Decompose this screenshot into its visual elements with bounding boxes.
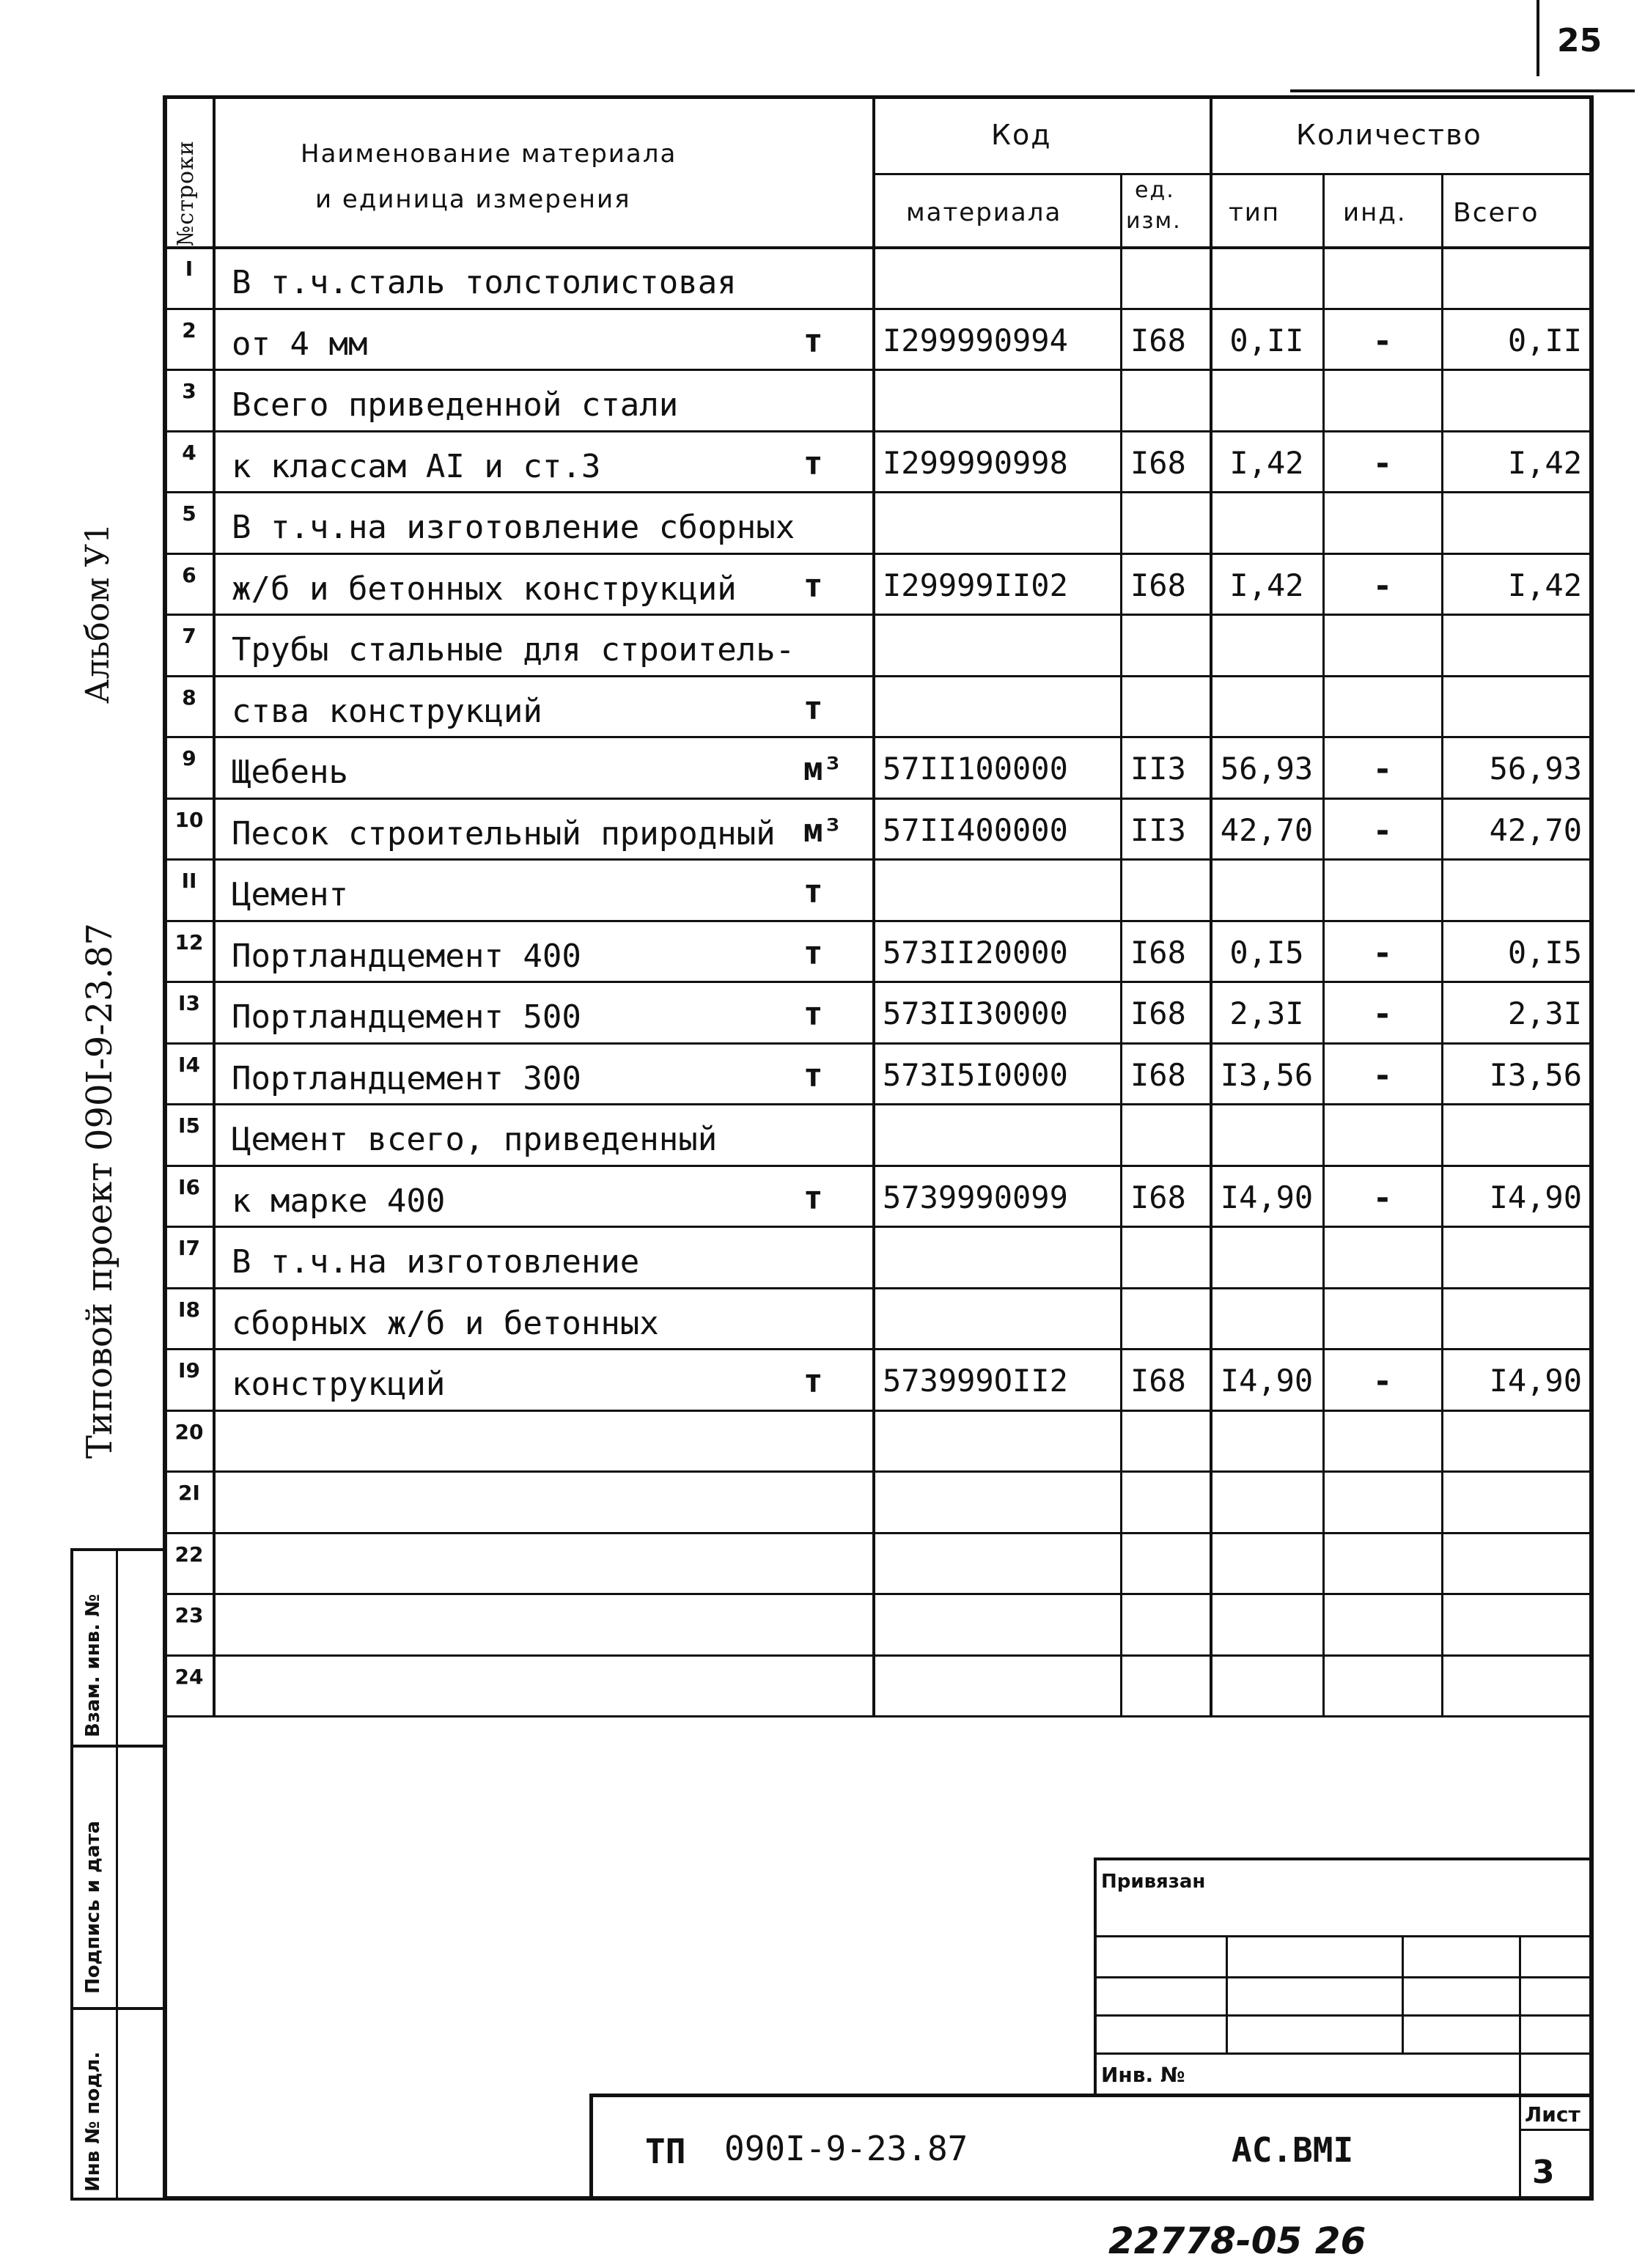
row-unit: т [803,934,823,972]
row-tip: 56,93 [1220,751,1314,787]
row-total: I,42 [1507,444,1582,481]
row-name: В т.ч.сталь толстолистовая [232,264,737,301]
bottom-note: 22778-05 26 [1108,2220,1366,2262]
row-number: 22 [174,1542,204,1566]
row-name: В т.ч.на изготовление [232,1243,640,1281]
row-name: В т.ч.на изготовление сборных [232,509,795,546]
row-ind: - [1372,934,1393,972]
row-ind: - [1372,1179,1393,1217]
row-total: 56,93 [1489,751,1582,787]
row-number: 9 [182,746,196,770]
row-number: 4 [182,440,196,465]
stamp-privyazan: Привязан [1101,1871,1206,1893]
row-name: Цемент [232,876,348,913]
row-name: ж/б и бетонных конструкций [232,570,737,608]
row-code: 57II100000 [883,751,1068,787]
row-unit-code: I68 [1130,995,1186,1031]
row-unit-code: I68 [1130,1056,1186,1093]
row-total: I4,90 [1489,1363,1582,1399]
row-number: I5 [178,1113,200,1138]
row-name: к классам AI и ст.3 [232,447,601,485]
row-total: 0,II [1507,322,1582,358]
row-number: I4 [178,1052,200,1077]
header-izm: изм. [1126,208,1182,234]
row-number: 6 [182,562,196,587]
row-name: конструкций [232,1366,446,1403]
row-unit-code: II3 [1130,811,1186,848]
row-name: Щебень [232,754,348,791]
row-unit: т [803,995,823,1033]
row-total: I4,90 [1489,1179,1582,1215]
row-number: 7 [182,624,196,648]
row-code: 573999OII2 [883,1363,1068,1399]
row-total: 2,3I [1507,995,1582,1031]
row-number: 2I [178,1481,200,1505]
row-name: Портландцемент 300 [232,1059,581,1097]
row-total: 42,70 [1489,811,1582,848]
stamp-doc-code: 090I-9-23.87 [724,2129,968,2168]
row-unit-code: II3 [1130,751,1186,787]
row-total: 0,I5 [1507,934,1582,971]
header-tip: тип [1229,198,1281,227]
row-ind: - [1372,444,1393,482]
row-ind: - [1372,811,1393,850]
row-unit-code: I68 [1130,1363,1186,1399]
row-unit-code: I68 [1130,567,1186,603]
row-unit: т [803,1179,823,1217]
row-code: I29999II02 [883,567,1068,603]
row-code: 573II30000 [883,995,1068,1031]
row-number: 10 [174,807,204,832]
row-tip: 0,I5 [1229,934,1304,971]
row-ind: - [1372,1363,1393,1400]
row-unit: т [803,1363,823,1400]
header-ed: ед. [1135,177,1175,203]
row-unit-code: I68 [1130,322,1186,358]
row-number: II [181,869,197,893]
row-number: I7 [178,1236,200,1260]
stamp-inv-no: Инв. № [1101,2063,1185,2087]
row-number: 2 [182,317,196,342]
header-name-line1: Наименование материала [301,139,677,169]
row-total: I3,56 [1489,1056,1582,1093]
row-number: 3 [182,379,196,403]
row-unit: м³ [803,751,842,788]
row-code: 573II20000 [883,934,1068,971]
row-tip: I,42 [1229,567,1304,603]
row-number: I [185,257,194,281]
row-number: I6 [178,1174,200,1199]
row-unit: т [803,444,823,482]
row-tip: 0,II [1229,322,1304,358]
header-material: материала [906,198,1062,227]
side-album-label: Альбом У1 [79,523,117,704]
row-number: 8 [182,685,196,710]
side-project-label: Типовой проект 090I-9-23.87 [79,923,120,1459]
header-kolichestvo: Количество [1296,119,1482,151]
row-number: 20 [174,1419,204,1444]
row-number: 24 [174,1664,204,1689]
header-vsego: Всего [1453,198,1539,228]
row-unit: т [803,873,823,910]
row-code: 5739990099 [883,1179,1068,1215]
row-tip: I4,90 [1220,1179,1314,1215]
vzam-inv-label: Взам. инв. № [82,1594,104,1737]
row-code: 57II400000 [883,811,1068,848]
row-number: 12 [174,929,204,954]
stamp-list-no: 3 [1532,2154,1555,2191]
row-tip: I4,90 [1220,1363,1314,1399]
row-number: I3 [178,991,200,1015]
row-unit: т [803,322,823,360]
header-rownum: №строки [173,140,199,246]
row-ind: - [1372,567,1393,605]
row-ind: - [1372,322,1393,360]
row-name: сборных ж/б и бетонных [232,1304,659,1342]
row-name: Цемент всего, приведенный [232,1121,718,1158]
row-name: Трубы стальные для строитель- [232,631,795,669]
row-name: Песок строительный природный [232,814,776,853]
row-unit: т [803,1056,823,1094]
page-number: 25 [1557,22,1602,59]
podpis-data-label: Подпись и дата [82,1820,104,1994]
header-kod: Код [991,119,1052,151]
row-code: I299990994 [883,322,1068,358]
row-unit-code: I68 [1130,934,1186,971]
row-name: от 4 мм [232,325,368,363]
stamp-tp: ТП [645,2132,686,2171]
row-number: I9 [178,1358,200,1382]
row-number: 23 [174,1603,204,1627]
row-name: Портландцемент 400 [232,937,581,975]
row-ind: - [1372,995,1393,1033]
inv-podl-label: Инв № подл. [82,2051,104,2192]
row-unit: м³ [803,811,842,850]
row-unit: т [803,567,823,605]
row-unit-code: I68 [1130,1179,1186,1215]
row-tip: 42,70 [1220,811,1314,848]
row-number: I8 [178,1297,200,1322]
header-name-line2: и единица измерения [315,185,631,214]
stamp-list-label: Лист [1525,2102,1580,2127]
row-name: Всего приведенной стали [232,386,679,424]
row-ind: - [1372,751,1393,788]
row-tip: I,42 [1229,444,1304,481]
row-unit: т [803,689,823,727]
row-number: 5 [182,501,196,526]
row-ind: - [1372,1056,1393,1094]
stamp-mark: АС.ВМI [1232,2130,1354,2170]
row-name: Портландцемент 500 [232,998,581,1036]
row-code: 573I5I0000 [883,1056,1068,1093]
row-tip: 2,3I [1229,995,1304,1031]
row-code: I299990998 [883,444,1068,481]
header-ind: инд. [1343,198,1407,227]
row-tip: I3,56 [1220,1056,1314,1093]
row-name: к марке 400 [232,1182,446,1220]
row-unit-code: I68 [1130,444,1186,481]
row-total: I,42 [1507,567,1582,603]
row-name: ства конструкций [232,692,542,730]
